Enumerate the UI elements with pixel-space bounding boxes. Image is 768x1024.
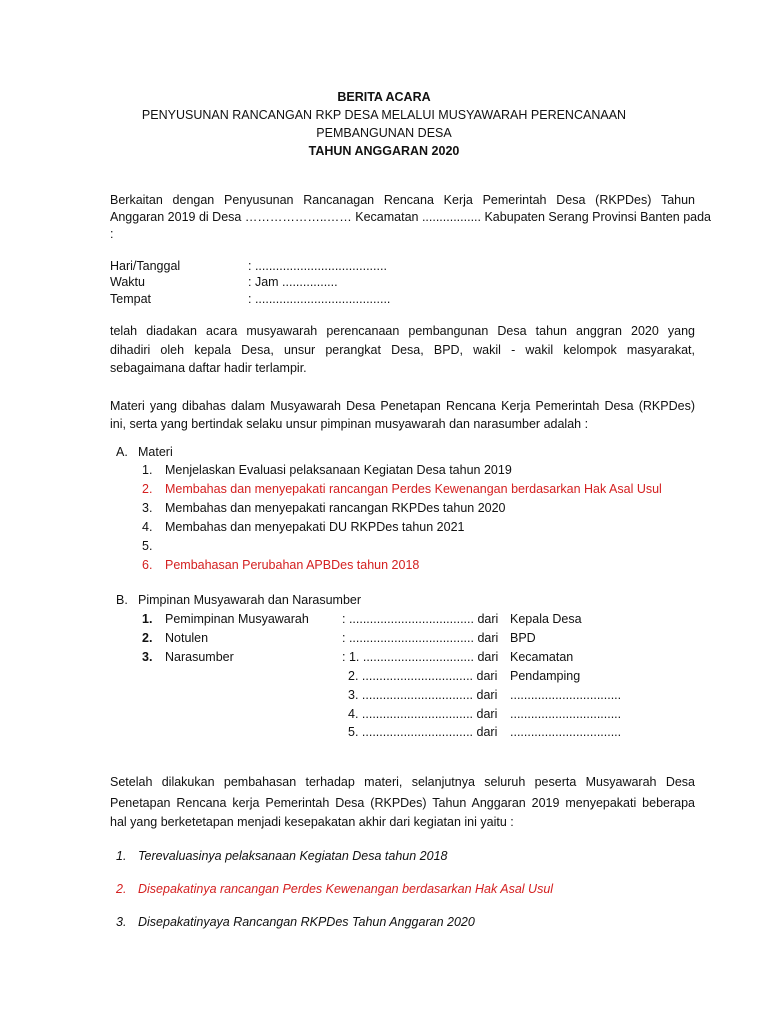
agreement-3-num: 3. xyxy=(116,915,127,929)
paragraph2-line-1: telah diadakan acara musyawarah perencanaan pembangunan Desa tahun anggran 2020 yang xyxy=(110,324,695,338)
agreement-3-text: Disepakatinyaya Rancangan RKPDes Tahun Anggaran 2020 xyxy=(138,915,475,929)
schedule-label-place: Tempat xyxy=(110,292,151,306)
materi-item-6-text: Pembahasan Perubahan APBDes tahun 2018 xyxy=(165,558,420,572)
materi-item-5-num: 5. xyxy=(142,539,153,553)
paragraph3-line-1: Materi yang dibahas dalam Musyawarah Desa Penetapan Rencana Kerja Pemerintah Desa (RKPDes) xyxy=(110,399,695,413)
section-b-title: Pimpinan Musyawarah dan Narasumber xyxy=(138,593,362,607)
narasumber-row-3-blank: 3. ................................ dari xyxy=(348,688,498,702)
schedule-label-date: Hari/Tanggal xyxy=(110,259,181,273)
intro-line-2: Anggaran 2019 di Desa ………………..…… Kecamatan ................. Kabupaten Serang Provinsi Banten pada xyxy=(110,210,712,224)
doc-year: TAHUN ANGGARAN 2020 xyxy=(308,144,460,158)
materi-item-3-num: 3. xyxy=(142,501,153,515)
section-a-title: Materi xyxy=(138,445,173,459)
agreement-1-num: 1. xyxy=(116,849,127,863)
pimpinan-row-3-blank: : 1. ................................ dari xyxy=(342,650,499,664)
materi-item-4-text: Membahas dan menyepakati DU RKPDes tahun 2021 xyxy=(165,520,465,534)
paragraph2-line-3: sebagaimana daftar hadir terlampir. xyxy=(110,361,307,375)
schedule-value-place: : ....................................... xyxy=(248,292,391,306)
agreement-2-num: 2. xyxy=(116,882,127,896)
narasumber-row-5-from: ................................ xyxy=(510,725,622,739)
pimpinan-row-2-num: 2. xyxy=(142,631,153,645)
agreement-1-text: Terevaluasinya pelaksanaan Kegiatan Desa tahun 2018 xyxy=(138,849,448,863)
pimpinan-row-2-role: Notulen xyxy=(165,631,209,645)
pimpinan-row-3-role: Narasumber xyxy=(165,650,234,664)
materi-item-1-text: Menjelaskan Evaluasi pelaksanaan Kegiatan Desa tahun 2019 xyxy=(165,463,512,477)
paragraph4-line-2: Penetapan Rencana kerja Pemerintah Desa (RKPDes) Tahun Anggaran 2019 menyepakati beberapa xyxy=(110,796,695,810)
pimpinan-row-1-from: Kepala Desa xyxy=(510,612,582,626)
schedule-label-time: Waktu xyxy=(110,275,145,289)
intro-line-1: Berkaitan dengan Penyusunan Rancanagan Rencana Kerja Pemerintah Desa (RKPDes) Tahun xyxy=(110,193,695,207)
agreement-2-text: Disepakatinya rancangan Perdes Kewenangan berdasarkan Hak Asal Usul xyxy=(138,882,554,896)
materi-item-2-text: Membahas dan menyepakati rancangan Perdes Kewenangan berdasarkan Hak Asal Usul xyxy=(165,482,662,496)
doc-title: BERITA ACARA xyxy=(337,90,431,104)
pimpinan-row-1-role: Pemimpinan Musyawarah xyxy=(165,612,309,626)
doc-subtitle-line1: PENYUSUNAN RANCANGAN RKP DESA MELALUI MUSYAWARAH PERENCANAAN xyxy=(141,108,627,122)
paragraph4-line-1: Setelah dilakukan pembahasan terhadap materi, selanjutnya seluruh peserta Musyawarah Desa xyxy=(110,775,695,789)
paragraph2-line-2: dihadiri oleh kepala Desa, unsur perangkat Desa, BPD, wakil - wakil kelompok masyarakat, xyxy=(110,343,695,357)
materi-item-2-num: 2. xyxy=(142,482,153,496)
paragraph4-line-3: hal yang berketetapan menjadi kesepakatan akhir dari kegiatan ini yaitu : xyxy=(110,815,514,829)
schedule-value-date: : ...................................... xyxy=(248,259,387,273)
materi-item-4-num: 4. xyxy=(142,520,153,534)
narasumber-row-3-from: ................................ xyxy=(510,688,622,702)
narasumber-row-4-blank: 4. ................................ dari xyxy=(348,707,498,721)
pimpinan-row-1-blank: : .................................... dari xyxy=(342,612,499,626)
pimpinan-row-2-blank: : .................................... dari xyxy=(342,631,499,645)
doc-subtitle-line2: PEMBANGUNAN DESA xyxy=(316,126,452,140)
paragraph3-line-2: ini, serta yang bertindak selaku unsur pimpinan musyawarah dan narasumber adalah : xyxy=(110,417,589,431)
narasumber-row-2-from: Pendamping xyxy=(510,669,581,683)
pimpinan-row-3-num: 3. xyxy=(142,650,153,664)
materi-item-3-text: Membahas dan menyepakati rancangan RKPDes tahun 2020 xyxy=(165,501,506,515)
intro-line-3: : xyxy=(110,227,114,241)
section-b-letter: B. xyxy=(116,593,128,607)
pimpinan-row-2-from: BPD xyxy=(510,631,536,645)
schedule-value-time: : Jam ................ xyxy=(248,275,338,289)
pimpinan-row-1-num: 1. xyxy=(142,612,153,626)
pimpinan-row-3-from: Kecamatan xyxy=(510,650,574,664)
materi-item-1-num: 1. xyxy=(142,463,153,477)
narasumber-row-5-blank: 5. ................................ dari xyxy=(348,725,498,739)
narasumber-row-4-from: ................................ xyxy=(510,707,622,721)
narasumber-row-2-blank: 2. ................................ dari xyxy=(348,669,498,683)
section-a-letter: A. xyxy=(116,445,128,459)
materi-item-6-num: 6. xyxy=(142,558,153,572)
